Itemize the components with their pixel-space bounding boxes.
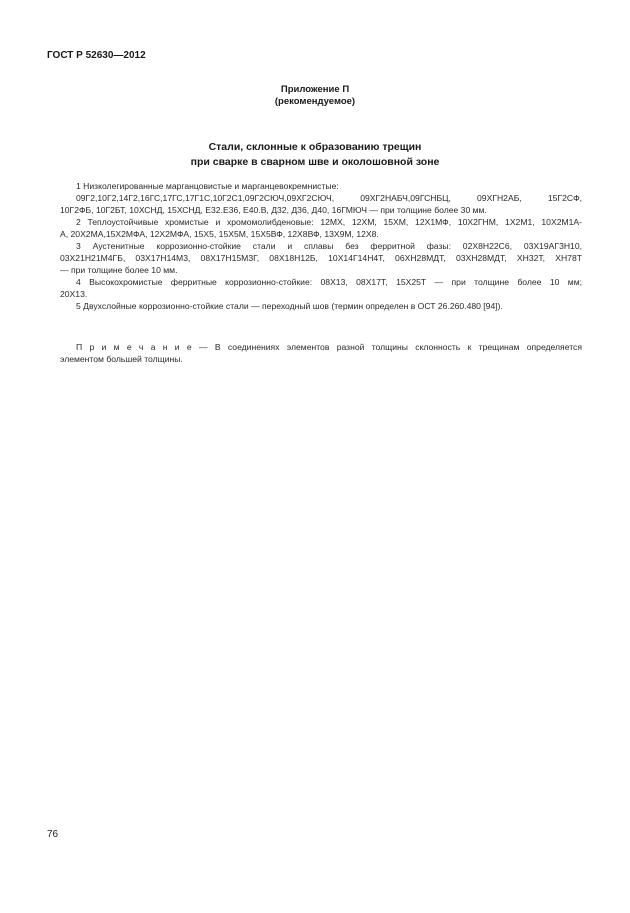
list-item-1-line-1: 1 Низколегированные марганцовистые и марганцевокремнистые: (76, 181, 339, 191)
list-item-2-line-1: 2 Теплоустойчивые хромистые и хромомолибденовые: 12МХ, 12ХМ, 15ХМ, 12Х1МФ, 10Х2ГНМ, 1Х2М1, 10Х2М1А- (76, 217, 582, 227)
list-item-5-line-1: 5 Двухслойные коррозионно-стойкие стали — переходный шов (термин определен в ОСТ 26.260.480 [94]). (76, 301, 503, 311)
annex-title: Приложение П (280, 84, 350, 95)
section-title-line-2: при сварке в сварном шве и околошовной зоне (190, 156, 440, 168)
list-item-4-line-1: 4 Высокохромистые ферритные коррозионно-стойкие: 08Х13, 08Х17Т, 15Х25Т — при толщине более 10 мм; (76, 277, 582, 287)
annex-subtitle: (рекомендуемое) (274, 96, 356, 107)
list-item-3-line-1: 3 Аустенитные коррозионно-стойкие стали и сплавы без ферритной фазы: 02Х8Н22С6, 03Х19АГ3Н10, (76, 241, 582, 251)
note-line-2: элементом большей толщины. (60, 354, 183, 364)
list-item-1-line-3: 10Г2ФБ, 10Г2БТ, 10ХСНД, 15ХСНД, Е32.Е36, Е40.В, Д32, Д36, Д40, 16ГМЮЧ — при толщине более 30 мм. (60, 205, 487, 215)
list-item-2-line-2: А, 20Х2МА,15Х2МФА, 12Х2МФА, 15Х5, 15Х5М, 15Х5ВФ, 12Х8ВФ, 13Х9М, 12Х8. (60, 229, 379, 239)
note-line-1: П р и м е ч а н и е — В соединениях элементов разной толщины склонность к трещинам определяется (76, 342, 582, 352)
list-item-1-line-2: 09Г2,10Г2,14Г2,16ГС,17ГС,17Г1С,10Г2С1,09Г2СЮЧ,09ХГ2СЮЧ, 09ХГ2НАБЧ,09ГСНБЦ, 09ХГН2АБ, 15Г2СФ, (76, 193, 582, 203)
list-item-3-line-3: — при толщине более 10 мм. (60, 265, 178, 275)
document-header: ГОСТ Р 52630—2012 (47, 50, 146, 61)
note (60, 341, 582, 365)
list-item-3-line-2: 03Х21Н21М4ГБ, 03Х17Н14М3, 08Х17Н15М3Г, 08Х18Н12Б, 10Х14Г14Н4Т, 06ХН28МДТ, 03ХН28МДТ, ХН32Т, ХН78Т (60, 253, 582, 263)
annex-heading (0, 84, 630, 108)
page-number: 76 (47, 829, 59, 840)
section-heading (0, 140, 630, 170)
list-item-4-line-2: 20Х13. (60, 289, 88, 299)
section-title-line-1: Стали, склонные к образованию трещин (208, 141, 422, 153)
steel-list (60, 180, 582, 312)
